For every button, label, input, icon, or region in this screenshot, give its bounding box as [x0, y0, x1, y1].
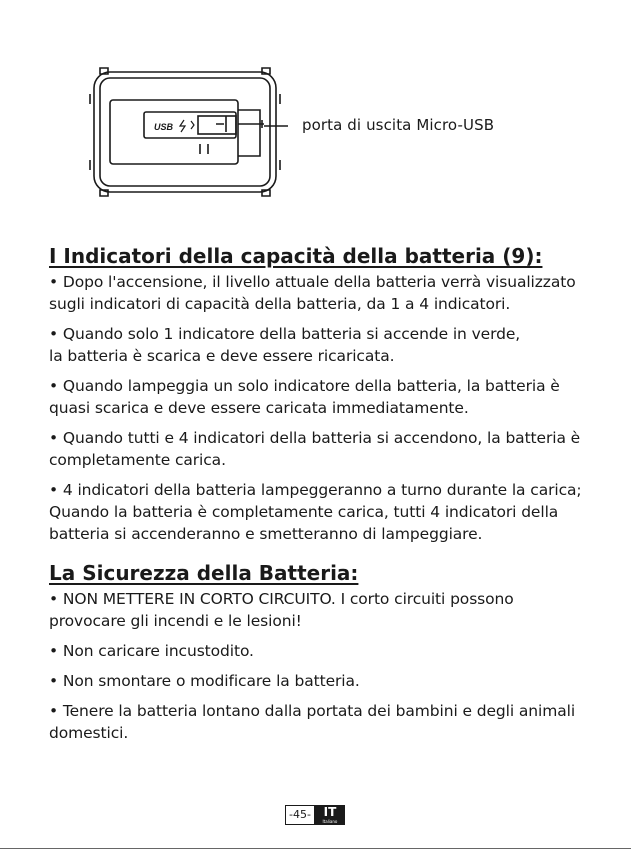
language-code: IT	[323, 805, 337, 819]
paragraph-line: provocare gli incendi e le lesioni!	[49, 612, 302, 630]
paragraph-line: la batteria è scarica e deve essere ricaricata.	[49, 347, 395, 365]
section-heading: La Sicurezza della Batteria:	[49, 561, 359, 585]
battery-diagram	[88, 64, 288, 200]
bullet-paragraph	[49, 670, 609, 692]
bullet-paragraph	[49, 700, 609, 744]
section-body	[49, 588, 609, 744]
paragraph-line: • Tenere la batteria lontano dalla portata dei bambini e degli animali	[49, 702, 576, 720]
paragraph-line: • 4 indicatori della batteria lampeggeranno a turno durante la carica;	[49, 481, 582, 499]
language-name: Italiano	[322, 819, 338, 824]
section-heading: I Indicatori della capacità della batteria (9):	[49, 244, 543, 268]
paragraph-line: sugli indicatori di capacità della batteria, da 1 a 4 indicatori.	[49, 295, 511, 313]
bullet-paragraph	[49, 427, 609, 471]
bullet-paragraph	[49, 375, 609, 419]
bottom-divider	[0, 848, 631, 849]
bullet-paragraph	[49, 323, 609, 367]
paragraph-line: • NON METTERE IN CORTO CIRCUITO. I corto circuiti possono	[49, 590, 514, 608]
paragraph-line: Quando la batteria è completamente carica, tutti 4 indicatori della	[49, 503, 559, 521]
paragraph-line: completamente carica.	[49, 451, 226, 469]
paragraph-line: batteria si accenderanno e smetteranno di lampeggiare.	[49, 525, 483, 543]
bullet-paragraph	[49, 271, 609, 315]
language-badge	[315, 805, 345, 825]
bullet-paragraph	[49, 479, 609, 545]
bullet-paragraph	[49, 588, 609, 632]
usb-label: USB	[154, 122, 174, 132]
page-footer	[285, 805, 345, 825]
paragraph-line: • Quando lampeggia un solo indicatore della batteria, la batteria è	[49, 377, 560, 395]
paragraph-line: • Dopo l'accensione, il livello attuale della batteria verrà visualizzato	[49, 273, 576, 291]
paragraph-line: • Non smontare o modificare la batteria.	[49, 672, 360, 690]
bullet-paragraph	[49, 640, 609, 662]
battery-safety-section	[49, 560, 609, 752]
section-body	[49, 271, 609, 545]
page-number: -45-	[285, 805, 315, 825]
paragraph-line: • Quando solo 1 indicatore della batteria si accende in verde,	[49, 325, 521, 343]
micro-usb-callout: porta di uscita Micro-USB	[302, 116, 495, 134]
battery-indicators-section	[49, 243, 609, 553]
paragraph-line: domestici.	[49, 724, 129, 742]
paragraph-line: quasi scarica e deve essere caricata immediatamente.	[49, 399, 469, 417]
paragraph-line: • Quando tutti e 4 indicatori della batteria si accendono, la batteria è	[49, 429, 581, 447]
paragraph-line: • Non caricare incustodito.	[49, 642, 254, 660]
